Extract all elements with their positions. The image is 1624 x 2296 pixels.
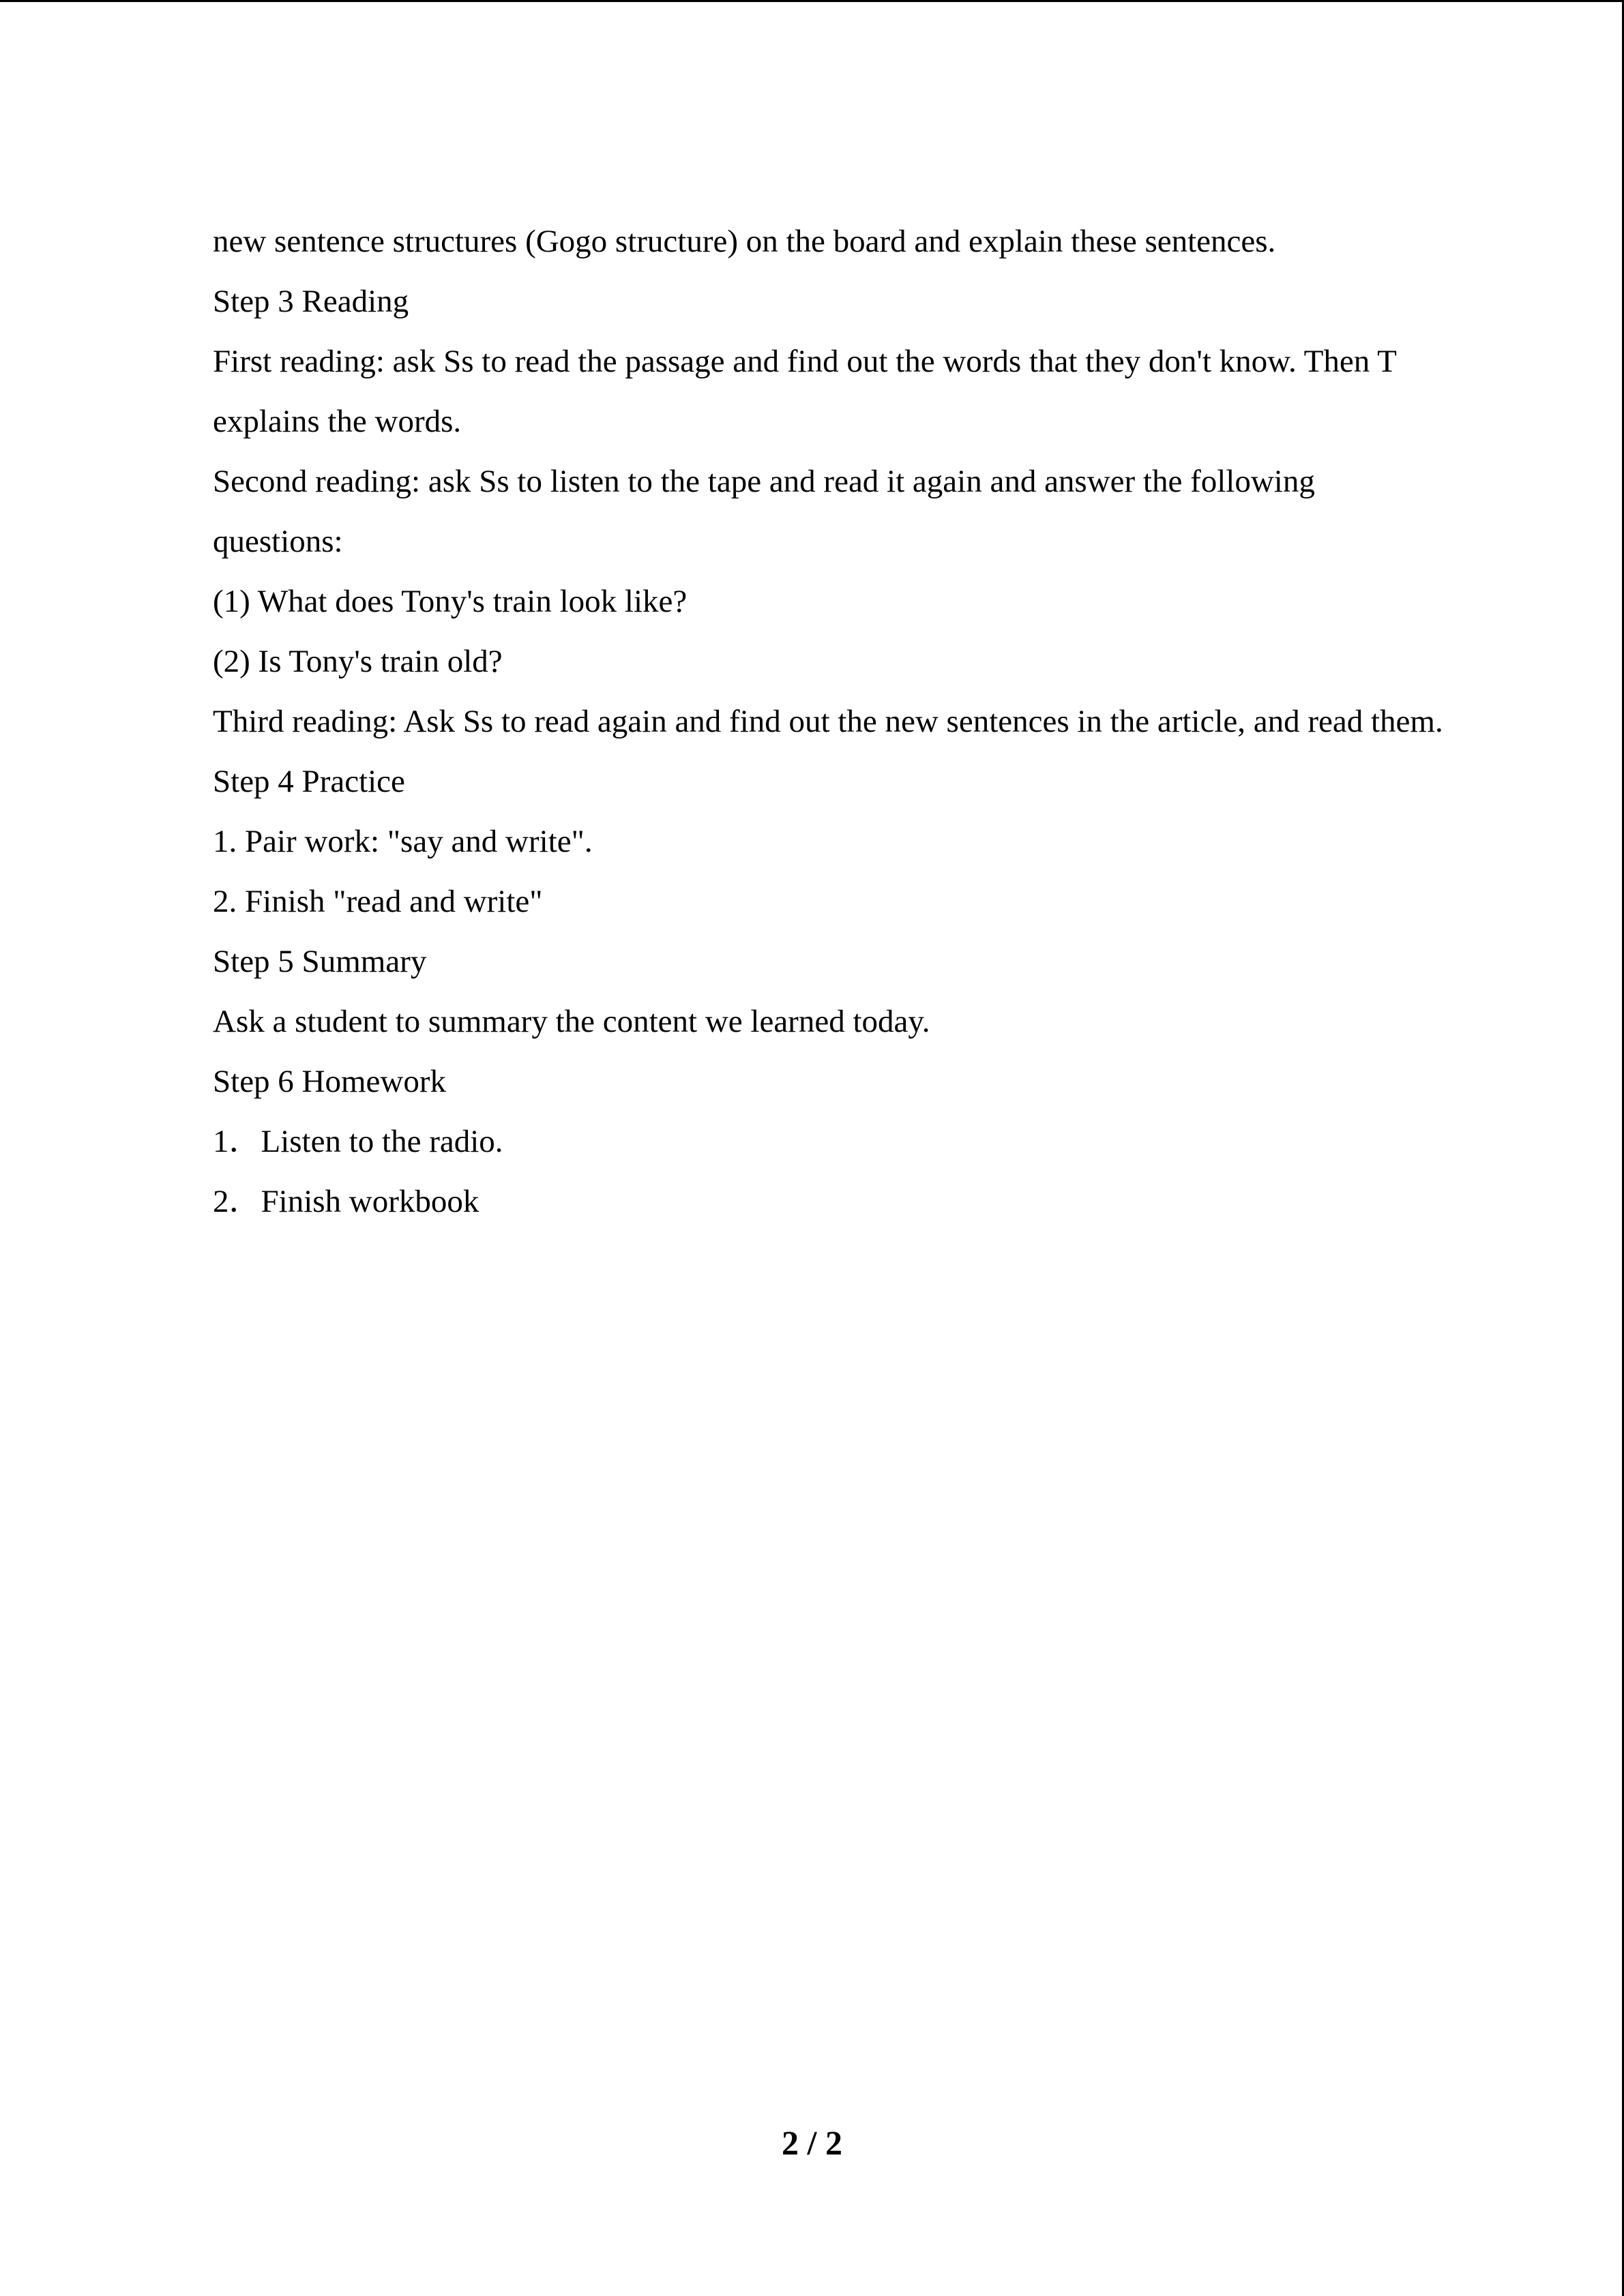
list-item: 2. Finish "read and write" [213,884,543,919]
page-number: 2 / 2 [782,2123,842,2162]
text-line: Ask a student to summary the content we learned today. [213,1004,930,1039]
list-item: 1. Pair work: "say and write". [213,824,593,859]
step-heading: Step 5 Summary [213,944,427,979]
step-heading: Step 4 Practice [213,764,405,799]
step-heading: Step 3 Reading [213,284,409,319]
list-item: 2．Finish workbook [213,1184,479,1219]
text-line: new sentence structures (Gogo structure) on the board and explain these sentences. [213,224,1276,259]
question-item: (2) Is Tony's train old? [213,644,503,679]
text-line: Second reading: ask Ss to listen to the tape and read it again and answer the following [213,464,1315,499]
text-line: Third reading: Ask Ss to read again and find out the new sentences in the article, and read them. [213,704,1443,739]
text-line: First reading: ask Ss to read the passage and find out the words that they don't know. Then T [213,344,1397,379]
page-content [213,218,1509,1238]
question-item: (1) What does Tony's train look like? [213,584,688,619]
step-heading: Step 6 Homework [213,1064,447,1099]
text-line: questions: [213,524,343,559]
text-line: explains the words. [213,404,462,439]
list-item: 1．Listen to the radio. [213,1124,503,1159]
